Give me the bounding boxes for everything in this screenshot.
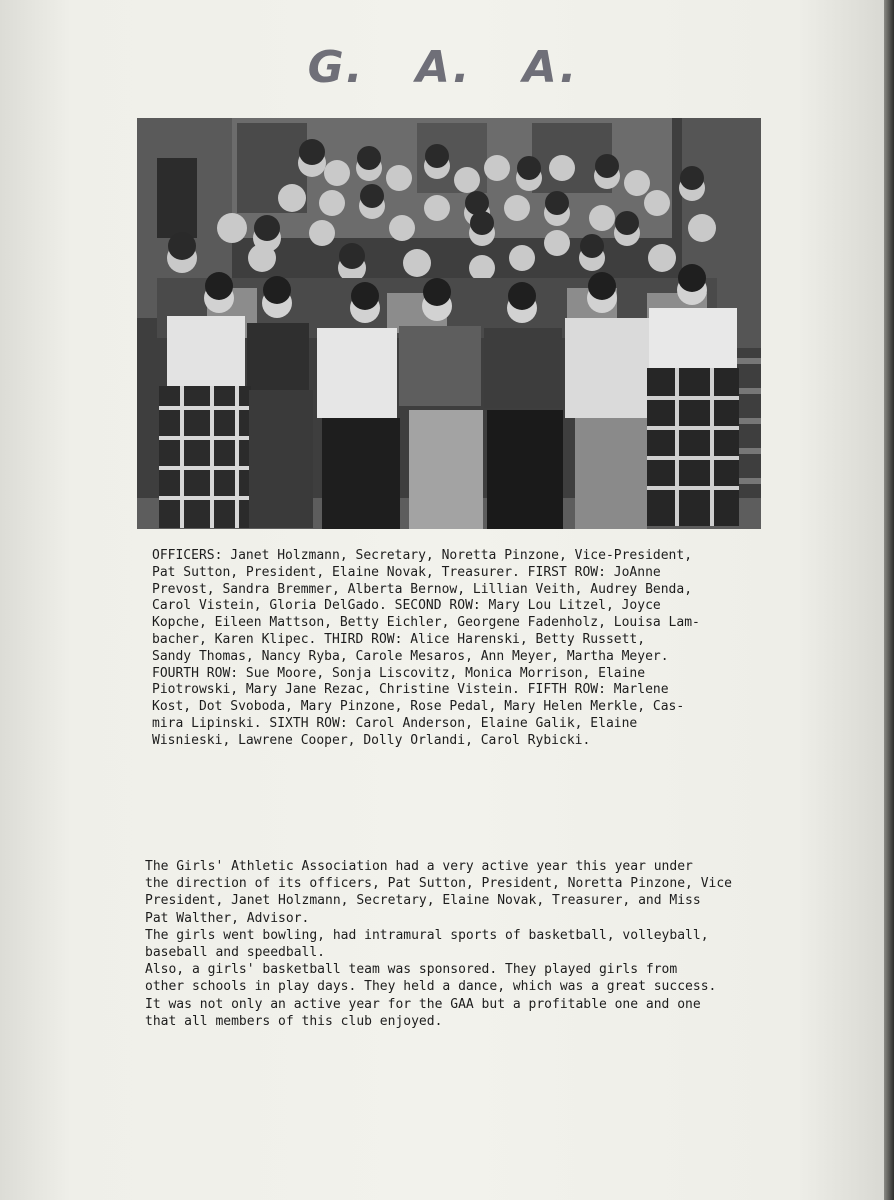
article-line: baseball and speedball.	[145, 945, 326, 961]
caption-line: FOURTH ROW: Sue Moore, Sonja Liscovitz, Monica Morrison, Elaine	[152, 665, 646, 681]
article-line: that all members of this club enjoyed.	[145, 1013, 443, 1029]
caption-line: Wisnieski, Lawrene Cooper, Dolly Orlandi, Carol Rybicki.	[152, 732, 591, 748]
caption-line: Piotrowski, Mary Jane Rezac, Christine Vistein. FIFTH ROW: Marlene	[152, 682, 669, 698]
photo-caption	[152, 548, 752, 750]
article-line: the direction of its officers, Pat Sutton, President, Noretta Pinzone, Vice	[145, 876, 732, 892]
group-photo-illustration	[137, 118, 761, 529]
article-line: President, Janet Holzmann, Secretary, Elaine Novak, Treasurer, and Miss	[145, 893, 701, 909]
caption-line: Prevost, Sandra Bremmer, Alberta Bernow, Lillian Veith, Audrey Benda,	[152, 581, 693, 597]
page-title: G. A. A.	[307, 42, 579, 93]
article-line: other schools in play days. They held a dance, which was a great success.	[145, 979, 717, 995]
page-edge-shadow	[884, 0, 894, 1200]
caption-line: Carol Vistein, Gloria DelGado. SECOND ROW: Mary Lou Litzel, Joyce	[152, 598, 661, 614]
article-line: The Girls' Athletic Association had a very active year this year under	[145, 859, 693, 874]
caption-line: Kost, Dot Svoboda, Mary Pinzone, Rose Pedal, Mary Helen Merkle, Cas-	[152, 699, 685, 715]
caption-line: Pat Sutton, President, Elaine Novak, Treasurer. FIRST ROW: JoAnne	[152, 564, 661, 580]
caption-line: mira Lipinski. SIXTH ROW: Carol Anderson, Elaine Galik, Elaine	[152, 715, 638, 731]
caption-line: Kopche, Eileen Mattson, Betty Eichler, Georgene Fadenholz, Louisa Lam-	[152, 615, 700, 631]
caption-line: OFFICERS: Janet Holzmann, Secretary, Noretta Pinzone, Vice-President,	[152, 548, 693, 563]
article-line: The girls went bowling, had intramural sports of basketball, volleyball,	[145, 927, 709, 943]
article-text	[145, 858, 785, 1030]
caption-line: Sandy Thomas, Nancy Ryba, Carole Mesaros, Ann Meyer, Martha Meyer.	[152, 648, 669, 664]
group-photo	[137, 118, 761, 529]
article-line: Pat Walther, Advisor.	[145, 910, 310, 926]
caption-line: bacher, Karen Klipec. THIRD ROW: Alice Harenski, Betty Russett,	[152, 631, 646, 647]
article-line: It was not only an active year for the GAA but a profitable one and one	[145, 996, 701, 1012]
article-line: Also, a girls' basketball team was sponsored. They played girls from	[145, 962, 678, 978]
